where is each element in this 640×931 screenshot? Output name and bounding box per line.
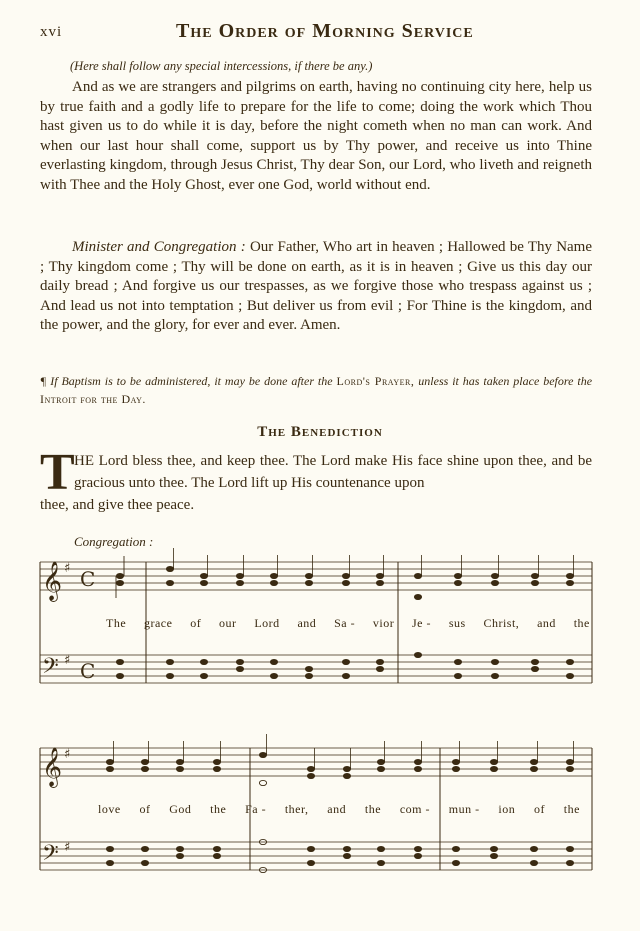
lyric-syllable: of — [190, 616, 202, 630]
rubric-part2: unless it has taken place before the — [418, 374, 593, 388]
lyric-syllable: God — [169, 802, 192, 816]
congregation-label: Congregation : — [74, 534, 154, 549]
pilcrow-icon: ¶ — [40, 374, 47, 388]
drop-cap: T — [40, 444, 75, 501]
page-number: xvi — [40, 24, 63, 40]
lyrics-system-1 — [106, 616, 590, 631]
benediction-heading: The Benediction — [257, 424, 383, 440]
bass-clef-icon: 𝄢 — [42, 654, 59, 684]
lyric-syllable: and — [327, 802, 347, 816]
closing-prayer: And as we are strangers and pilgrims on earth, having no continuing city here, help us by true faith and a godly life to prepare for the life to come; doing the work which Thou hast given us to do while it is day, before the night cometh when no man can work. And when our last hour shall come, support us by Thy power, and receive us into Thine everlasting kingdom, through Jesus Christ, Thy dear Son, our Lord, who liveth and reigneth with Thee and the Holy Ghost, ever one God, world without end. — [40, 79, 592, 193]
rubric-part1: If Baptism is to be administered, it may be done after the — [50, 374, 333, 388]
lyric-syllable: com - — [399, 802, 430, 816]
lyric-syllable: the — [210, 802, 227, 816]
lyric-syllable: sus — [448, 616, 466, 630]
notes — [106, 556, 573, 873]
lyric-syllable: love — [98, 802, 121, 816]
staff-lines — [40, 562, 592, 870]
lyric-syllable: our — [219, 616, 237, 630]
lyric-syllable: vior — [372, 616, 395, 630]
lyric-syllable: Je - — [412, 616, 432, 630]
page-title: The Order of Morning Service — [176, 20, 474, 42]
lyric-syllable: The — [106, 616, 127, 630]
treble-clef-icon: 𝄞 — [42, 747, 63, 787]
sharp-icon: ♯ — [64, 747, 71, 762]
lords-prayer-speaker: Minister and Congregation : — [72, 239, 246, 255]
sharp-icon: ♯ — [64, 653, 71, 668]
common-time-icon: C — [80, 567, 96, 591]
lyric-syllable: the — [364, 802, 382, 816]
lyric-syllable: the — [563, 802, 580, 816]
sharp-icon: ♯ — [64, 840, 71, 855]
rubric-lords-prayer: Lord's Prayer, — [336, 374, 415, 388]
benediction-text-end: thee, and give thee peace. — [40, 497, 195, 513]
lyric-syllable: the — [573, 616, 590, 630]
lyric-syllable: Sa - — [334, 616, 356, 630]
benediction-text: HE Lord bless thee, and keep thee. The Lord make His face shine upon thee, and be gracious unto thee. The Lord lift up His countenance upon — [74, 453, 592, 491]
lyric-syllable: ion — [498, 802, 516, 816]
lyric-syllable: ther, — [284, 802, 309, 816]
lyric-syllable: and — [297, 616, 317, 630]
lyric-syllable: Lord — [254, 616, 280, 630]
common-time-icon: C — [80, 659, 96, 683]
bass-clef-icon: 𝄢 — [42, 841, 59, 871]
clefs — [42, 561, 95, 871]
lyric-syllable: of — [533, 802, 545, 816]
treble-clef-icon: 𝄞 — [42, 561, 63, 601]
sharp-icon: ♯ — [64, 561, 71, 576]
lyric-syllable: of — [139, 802, 151, 816]
intercession-note: (Here shall follow any special intercessions, if there be any.) — [70, 59, 373, 73]
bar-lines — [40, 562, 592, 870]
rubric-introit: Introit for the Day. — [40, 392, 146, 406]
lyrics-system-2 — [98, 802, 580, 817]
lyric-syllable: Christ, — [483, 616, 520, 630]
lyric-syllable: grace — [143, 616, 173, 630]
lyric-syllable: mun - — [448, 802, 480, 816]
lords-prayer-text: Our Father, Who art in heaven ; Hallowed be Thy Name ; Thy kingdom come ; Thy will be done on earth, as it is in heaven ; Give us this day our daily bread ; And forgive us our trespasses, as we forgive those who trespass against us ; And lead us not into temptation ; But deliver us from evil ; For Thine is the kingdom, and the power, and the glory, for ever and ever. Amen. — [40, 239, 593, 333]
lyric-syllable: and — [537, 616, 556, 630]
lyric-syllable: Fa - — [245, 802, 267, 816]
